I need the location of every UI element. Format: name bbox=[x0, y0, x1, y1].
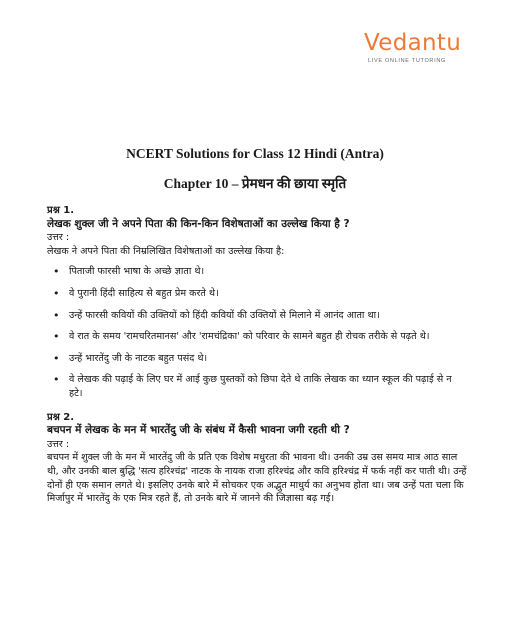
brand-tagline: LIVE ONLINE TUTORING bbox=[368, 58, 446, 64]
list-item: • पिताजी फारसी भाषा के अच्छे ज्ञाता थे। bbox=[53, 265, 205, 279]
brand-name: Vedantu bbox=[364, 30, 462, 56]
question-2 bbox=[47, 411, 467, 506]
bullet-icon: • bbox=[53, 373, 60, 387]
answer-2-text: बचपन में शुक्ल जी के मन में भारतेंदु जी के प्रति एक विशेष मधुरता की भावना थी। उनकी उम्र उस समय मात्र आठ साल थी, और उनकी बाल बुद्धि 'सत्य हरिश्चंद्र' नाटक के नायक राजा हरिश्चंद्र और कवि हरिश्चंद्र में फर्क नहीं कर पाती थी। उन्हें दोनों ही एक समान लगते थे। इसलिए उनके बारे में सोचकर एक अद्भुत माधुर्य का अनुभव होता था। जब उन्हें पता चला कि मिर्जापुर में भारतेंदु के एक मित्र रहते हैं, तो उनके बारे में जानने की जिज्ञासा बढ़ गई। bbox=[47, 452, 467, 505]
question-1 bbox=[47, 204, 467, 401]
answer-1-points bbox=[47, 265, 467, 400]
question-2-text: बचपन में लेखक के मन में भारतेंदु जी के संबंध में कैसी भावना जगी रहती थी ? bbox=[47, 424, 350, 437]
content-body bbox=[47, 204, 467, 506]
bullet-icon: • bbox=[53, 308, 60, 322]
list-item: • वे रात के समय 'रामचरितमानस' और 'रामचंद्रिका' को परिवार के सामने बहुत ही रोचक तरीके से पढ़ते थे। bbox=[53, 330, 430, 344]
question-2-label: प्रश्न 2. bbox=[47, 411, 74, 423]
list-item: • वे पुरानी हिंदी साहित्य से बहुत प्रेम करते थे। bbox=[53, 286, 219, 300]
list-item: • उन्हें भारतेंदु जी के नाटक बहुत पसंद थे। bbox=[53, 351, 208, 365]
brand-logo bbox=[364, 30, 484, 64]
list-item: • उन्हें फारसी कवियों की उक्तियों को हिंदी कवियों की उक्तियों से मिलाने में आनंद आता था। bbox=[53, 308, 380, 322]
answer-2-label: उत्तर : bbox=[47, 438, 70, 450]
list-item: • वे लेखक की पढ़ाई के लिए घर में आई कुछ पुस्तकों को छिपा देते थे ताकि लेखक का ध्यान स्कूल की पढ़ाई से न हटे। bbox=[53, 373, 452, 399]
chapter-title: Chapter 10 – प्रेमधन की छाया स्मृति bbox=[163, 176, 347, 191]
bullet-icon: • bbox=[53, 351, 60, 365]
page-title: NCERT Solutions for Class 12 Hindi (Antra) bbox=[126, 146, 384, 161]
question-1-text: लेखक शुक्ल जी ने अपने पिता की किन-किन विशेषताओं का उल्लेख किया है ? bbox=[47, 217, 350, 230]
answer-1-label: उत्तर : bbox=[47, 232, 70, 244]
question-1-label: प्रश्न 1. bbox=[47, 205, 74, 216]
bullet-icon: • bbox=[53, 330, 60, 344]
bullet-icon: • bbox=[53, 286, 60, 300]
answer-1-intro: लेखक ने अपने पिता की निम्रलिखित विशेषताओं का उल्लेख किया है: bbox=[47, 245, 285, 257]
bullet-icon: • bbox=[53, 265, 60, 279]
